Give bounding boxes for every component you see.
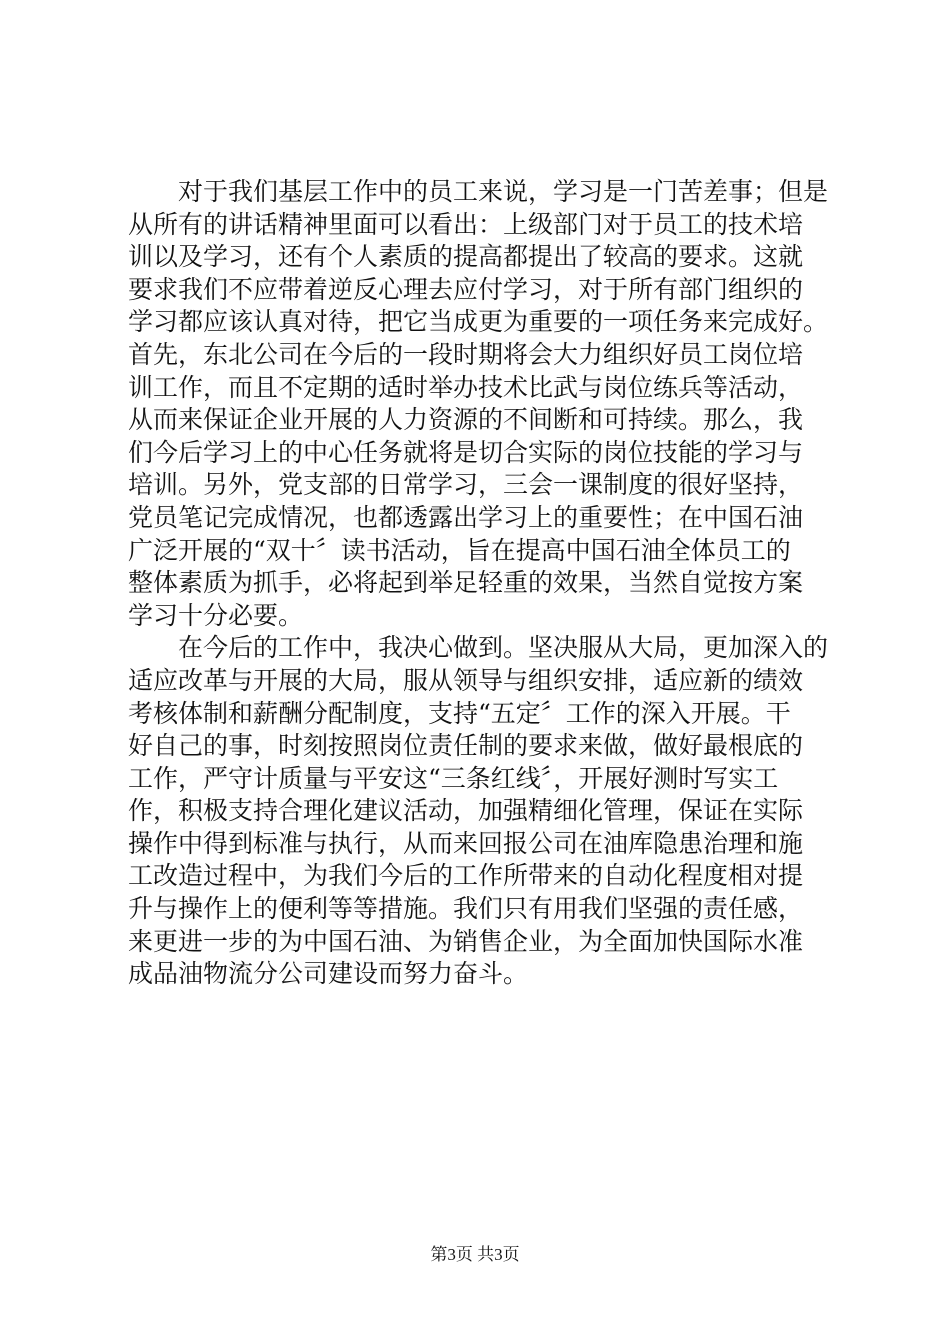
text-line: 从而来保证企业开展的人力资源的不间断和可持续。那么，我 xyxy=(128,405,804,435)
text-line: 适应改革与开展的大局，服从领导与组织安排，适应新的绩效 xyxy=(128,665,804,695)
text-line: 在今后的工作中，我决心做到。坚决服从大局，更加深入的 xyxy=(178,633,829,663)
text-line: 学习都应该认真对待，把它当成更为重要的一项任务来完成好。 xyxy=(128,307,829,337)
text-line: 工作，严守计质量与平安这“三条红线〞，开展好测时写实工 xyxy=(128,763,779,793)
text-line: 们今后学习上的中心任务就将是切合实际的岗位技能的学习与 xyxy=(128,437,804,467)
text-line: 训以及学习，还有个人素质的提高都提出了较高的要求。这就 xyxy=(128,242,804,272)
text-line: 考核体制和薪酬分配制度，支持“五定〞工作的深入开展。干 xyxy=(128,698,791,728)
text-line: 作，积极支持合理化建议活动，加强精细化管理，保证在实际 xyxy=(128,796,804,826)
text-line: 党员笔记完成情况，也都透露出学习上的重要性；在中国石油 xyxy=(128,502,804,532)
text-line: 整体素质为抓手，必将起到举足轻重的效果，当然自觉按方案 xyxy=(128,568,804,598)
text-line: 培训。另外，党支部的日常学习，三会一课制度的很好坚持， xyxy=(128,470,804,500)
text-line: 升与操作上的便利等等措施。我们只有用我们坚强的责任感， xyxy=(128,894,804,924)
page-number-footer: 第3页 共3页 xyxy=(430,1245,520,1264)
text-line: 要求我们不应带着逆反心理去应付学习，对于所有部门组织的 xyxy=(128,274,804,304)
text-line: 工改造过程中，为我们今后的工作所带来的自动化程度相对提 xyxy=(128,861,804,891)
text-line: 成品油物流分公司建设而努力奋斗。 xyxy=(128,959,529,989)
text-line: 首先，东北公司在今后的一段时期将会大力组织好员工岗位培 xyxy=(128,339,804,369)
text-line: 从所有的讲话精神里面可以看出：上级部门对于员工的技术培 xyxy=(128,209,804,239)
text-line: 操作中得到标准与执行，从而来回报公司在油库隐患治理和施 xyxy=(128,828,804,858)
text-line: 好自己的事，时刻按照岗位责任制的要求来做，做好最根底的 xyxy=(128,731,804,761)
document-body xyxy=(128,176,848,991)
text-line: 来更进一步的为中国石油、为销售企业，为全面加快国际水准 xyxy=(128,926,804,956)
text-line: 广泛开展的“双十〞读书活动，旨在提高中国石油全体员工的 xyxy=(128,535,791,565)
text-line: 学习十分必要。 xyxy=(128,600,304,630)
text-line: 训工作，而且不定期的适时举办技术比武与岗位练兵等活动， xyxy=(128,372,804,402)
text-line: 对于我们基层工作中的员工来说，学习是一门苦差事；但是 xyxy=(178,177,829,206)
